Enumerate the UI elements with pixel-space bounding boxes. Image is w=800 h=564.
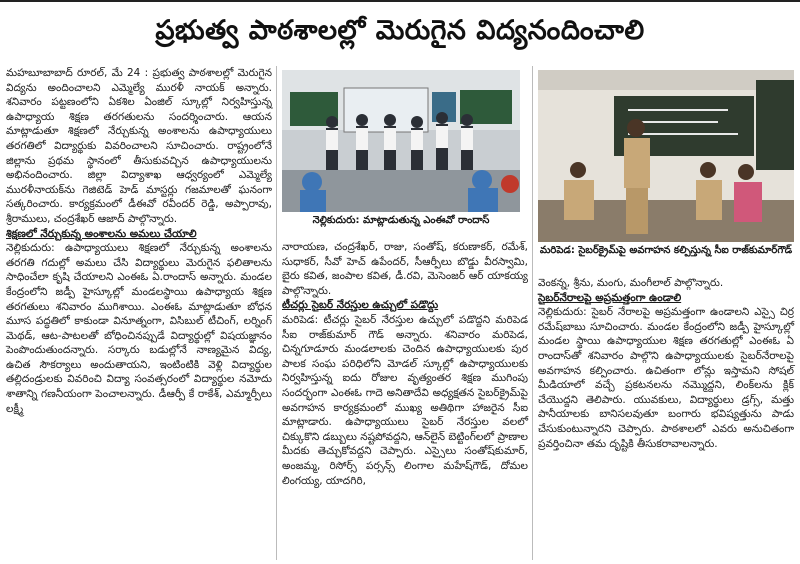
column-1-paragraph-2: నెల్లికుదురు: ఉపాధ్యాయులు శిక్షణలో నేర్చుకున్న అంశాలను తరగతి గదుల్లో అమలు చేసి విద్యార్థులు మెరుగైన ఫలితాలను సాధించేలా కృషి చేయాలని ఎంఈఓ ఏ.రాందాస్ అన్నారు. మండల కేంద్రంలోని జడ్పీ హైస్కూల్లో మండలస్థాయి ఉపాధ్యాయ శిక్షణ తరగతులు శనివారం ముగిశాయి. ఎంఈఓ మాట్లాడుతూ బోధన మూస పద్ధతిలో కాకుండా వినూత్నంగా, విసిబుల్ టీచింగ్, లర్నింగ్ మెథడ్, ఆట-పాటలతో బోధించినప్పుడే విద్యార్థుల్లో విషయజ్ఞానం పెంపొందుతుందన్నారు. సర్కారు బడుల్లోనే నాణ్యమైన విద్య, ఉచిత సౌకర్యాలు అందుతాయని, ఇంటింటికి వెళ్లి విద్యార్థుల తల్లిదండ్రులకు వివరించి విద్యా సంవత్సరంలో విద్యార్థుల నమోదు శాతాన్ని గణనీయంగా పెంచాలన్నారు. డీఆర్పీ కే రాకేశ్, ఎమ్మార్పీలు లక్ష్మీ (6, 242, 272, 415)
caption-maripeda: మరిపెడ: సైబర్‌క్రైమ్‌పై అవగాహన కల్పిస్తున్న సీఐ రాజ్‌కుమార్‌గౌడ్ (539, 245, 793, 256)
column-3-paragraph-1: వెంకన్న, శ్రీను, మంగు, మంగీలాల్ పాల్గొన్నారు. (538, 277, 724, 289)
column-3-subheading: సైబర్‌నేరాలపై అప్రమత్తంగా ఉండాలి (538, 291, 682, 304)
article-column-1 (6, 66, 272, 416)
column-divider-1 (276, 66, 277, 560)
article-column-2 (282, 240, 528, 488)
photo-training-session (282, 70, 520, 212)
column-1-subheading: శిక్షణలో నేర్చుకున్న అంశాలను అమలు చేయాలి (6, 227, 197, 240)
column-2-subheading: టీచర్లు సైబర్ నేరస్తుల ఉచ్చులో పడొద్దు (282, 299, 439, 312)
column-3-paragraph-2: నెల్లికుదురు: సైబర్ నేరాలపై అప్రమత్తంగా ఉండాలని ఎస్సై చిర్ర రమేష్‌బాబు సూచించారు. మండల కేంద్రంలోని జడ్పీ హైస్కూల్లో మండల స్థాయి ఉపాధ్యాయుల శిక్షణ తరగతుల్లో ఎంఈఓ ఏ రాందాస్‌తో శనివారం పాల్గొని ఉపాధ్యాయులకు సైబర్‌నేరాలపై అవగాహన కల్పించారు. ఉచితంగా లోన్లు ఇస్తామని సోషల్ మీడియాలో వచ్చే ప్రకటనలను నమ్మొద్దని, లింక్‌లను క్లిక్ చేయొద్దని తెలిపారు. యువకులు, విద్యార్థులు డ్రగ్స్, మత్తు పానీయాలకు బానిసలవుతూ బంగారు భవిష్యత్తును పాడు చేసుకుంటున్నారని చెప్పారు. పాఠశాలలో ఎవరు అనుచితంగా ప్రవర్తించినా తమ దృష్టికి తీసుకరావాలన్నారు. (538, 306, 794, 450)
column-2-paragraph-1: నారాయణ, చంద్రశేఖర్, రాజు, సంతోష్, కరుణాకర్, రమేశ్, సుధాకర్, సీవో హెచ్ ఉపేందర్, సీఆర్పీలు బొడ్డు వీరస్వామి, బైరు కవిత, జంపాల కవిత, డీ.రవి, మెసెంజర్ ఆర్ యాకయ్య పాల్గొన్నారు. (282, 241, 528, 297)
caption-nellikuduru: నెల్లికుదురు: మాట్లాడుతున్న ఎంఈవో రాందాస్ (312, 215, 490, 226)
photo-training-session-image (282, 70, 520, 212)
column-divider-2 (532, 66, 533, 560)
column-2-paragraph-2: మరిపెడ: టీచర్లు సైబర్ నేరస్తుల ఉచ్చులో పడొద్దని మరిపెడ సీఐ రాజ్‌కుమార్ గౌడ్ అన్నారు. శనివారం మరిపెడ, చిన్నగూడూరు మండలాలకు చెందిన ఉపాధ్యాయులకు పుర పాలక సంఘ పరిధిలోని మోడల్ స్కూల్లో ఉపాధ్యాయులకు నిర్వహిస్తున్న ఐదు రోజుల వృత్యంతర శిక్షణ ముగింపు సందర్భంగా ఎంఈఓ గాదె అనితాదేవి అధ్యక్షతన సైబర్‌క్రైమ్‌పై అవగాహన కార్యక్రమంలో ముఖ్య అతిథిగా హాజరైన సీఐ మాట్లాడారు. ఉపాధ్యాయులు సైబర్ నేరస్తుల వలలో చిక్కుకొని డబ్బులు నష్టపోవద్దని, ఆన్‌లైన్ బెట్టింగ్‌లలో ప్రాణాల మీదకు తెచ్చుకోవద్దని చెప్పారు. ఎస్సైలు సంతోష్‌కుమార్, అంజమ్మ, రిసోర్స్ పర్సన్స్ లింగాల మహేష్‌గౌడ్, దోమల లింగయ్య, యాదగిరి, (282, 313, 528, 487)
column-1-paragraph-1: మహబూబాబాద్ రూరల్, మే 24 : ప్రభుత్వ పాఠశాలల్లో మెరుగైన విద్యను అందించాలని ఎమ్మెల్యే మురళీ నాయక్ అన్నారు. శనివారం పట్టణంలోని ఏకశిల ఏంజిల్ స్కూల్లో నిర్వహిస్తున్న ఉపాధ్యాయ శిక్షణ తరగతులను సందర్శించారు. ఆయన మాట్లాడుతూ శిక్షణలో నేర్చుకున్న అంశాలను ఉపాధ్యాయులు తరగతిలో విద్యార్థుకు వివరించాలని సూచించారు. రాష్ట్రంలోనే జిల్లాను ప్రథమ స్థానంలో తీసుకువచ్చిన ఉపాధ్యాయులను అభినందించారు. జిల్లా విద్యాశాఖ ఆధ్వర్యంలో ఎమ్మెల్యే మురళీనాయక్‌ను గెజిటెడ్ హెడ్ మాస్టర్లు గజమాలతో ఘనంగా సత్కరించారు. కార్యక్రమంలో డీఈవో రవీందర్ రెడ్డి, అప్పారావు, శ్రీరాములు, చంద్రశేఖర్ ఆజాద్ పాల్గొన్నారు. (6, 67, 272, 225)
article-column-3 (538, 276, 794, 451)
headline: ప్రభుత్వ పాఠశాలల్లో మెరుగైన విద్యనందించాలి (0, 0, 800, 62)
photo-police-awareness (538, 70, 794, 242)
photo-police-awareness-image (538, 70, 794, 242)
